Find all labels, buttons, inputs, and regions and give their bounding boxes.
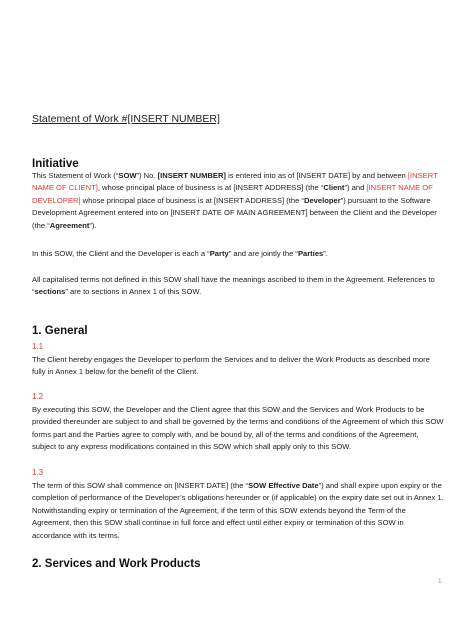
- initiative-paragraph-3: All capitalised terms not defined in this SOW shall have the meanings ascribed to them in the Agreement. References to “sections” are to sections in Annex 1 of this SOW.: [32, 275, 435, 297]
- general-heading: 1. General: [32, 325, 88, 337]
- section-1-2-text: By executing this SOW, the Developer and the Client agree that this SOW and the Services and Work Products to be provided thereunder are subject to and shall be governed by the terms and conditions of the Agreement of which this SOW forms part and the Parties agree to comply with, and be bound by, all of the terms and conditions of the Agreement, subject to any express modifications contained in this SOW which shall apply only to this SOW.: [32, 405, 444, 452]
- section-number-1-1: 1.1: [32, 342, 44, 351]
- section-1-3-text: The term of this SOW shall commence on [INSERT DATE] (the “SOW Effective Date”) and shall expire upon expiry or the completion of performance of the Developer’s obligations hereunder or (if applicable) on the expiry date set out in Annex 1. Notwithstanding expiry or termination of the Agreement, if the term of this SOW extends beyond the Term of the Agreement, then this SOW shall continue in full force and effect until either expiry or termination of this SOW in accordance with its terms.: [32, 481, 444, 540]
- document-title: Statement of Work #[INSERT NUMBER]: [32, 113, 220, 125]
- section-1-1-text: The Client hereby engages the Developer to perform the Services and to deliver the Work Products as described more fully in Annex 1 below for the benefit of the Client.: [32, 355, 430, 377]
- section-number-1-2: 1.2: [32, 392, 44, 401]
- developer-name-placeholder: [INSERT NAME OF DEVELOPER]: [32, 183, 433, 205]
- services-heading: 2. Services and Work Products: [32, 558, 201, 570]
- initiative-paragraph-1: This Statement of Work (“SOW”) No. [INSERT NUMBER] is entered into as of [INSERT DATE] by and between [INSERT NAME OF CLIENT], whose principal place of business is at [INSERT ADDRESS] (the “Client”) and [INSERT NAME OF DEVELOPER] whose principal place of business is at [INSERT ADDRESS] (the “Developer”) pursuant to the Software Development Agreement entered into on [INSERT DATE OF MAIN AGREEMENT] between the Client and the Developer (the “Agreement”).: [32, 171, 438, 230]
- page-number: 1: [438, 578, 442, 585]
- client-name-placeholder: [INSERT NAME OF CLIENT]: [32, 171, 438, 193]
- initiative-paragraph-2: In this SOW, the Client and the Developer is each a “Party” and are jointly the “Parties”.: [32, 249, 328, 258]
- section-number-1-3: 1.3: [32, 468, 44, 477]
- initiative-heading: Initiative: [32, 158, 79, 170]
